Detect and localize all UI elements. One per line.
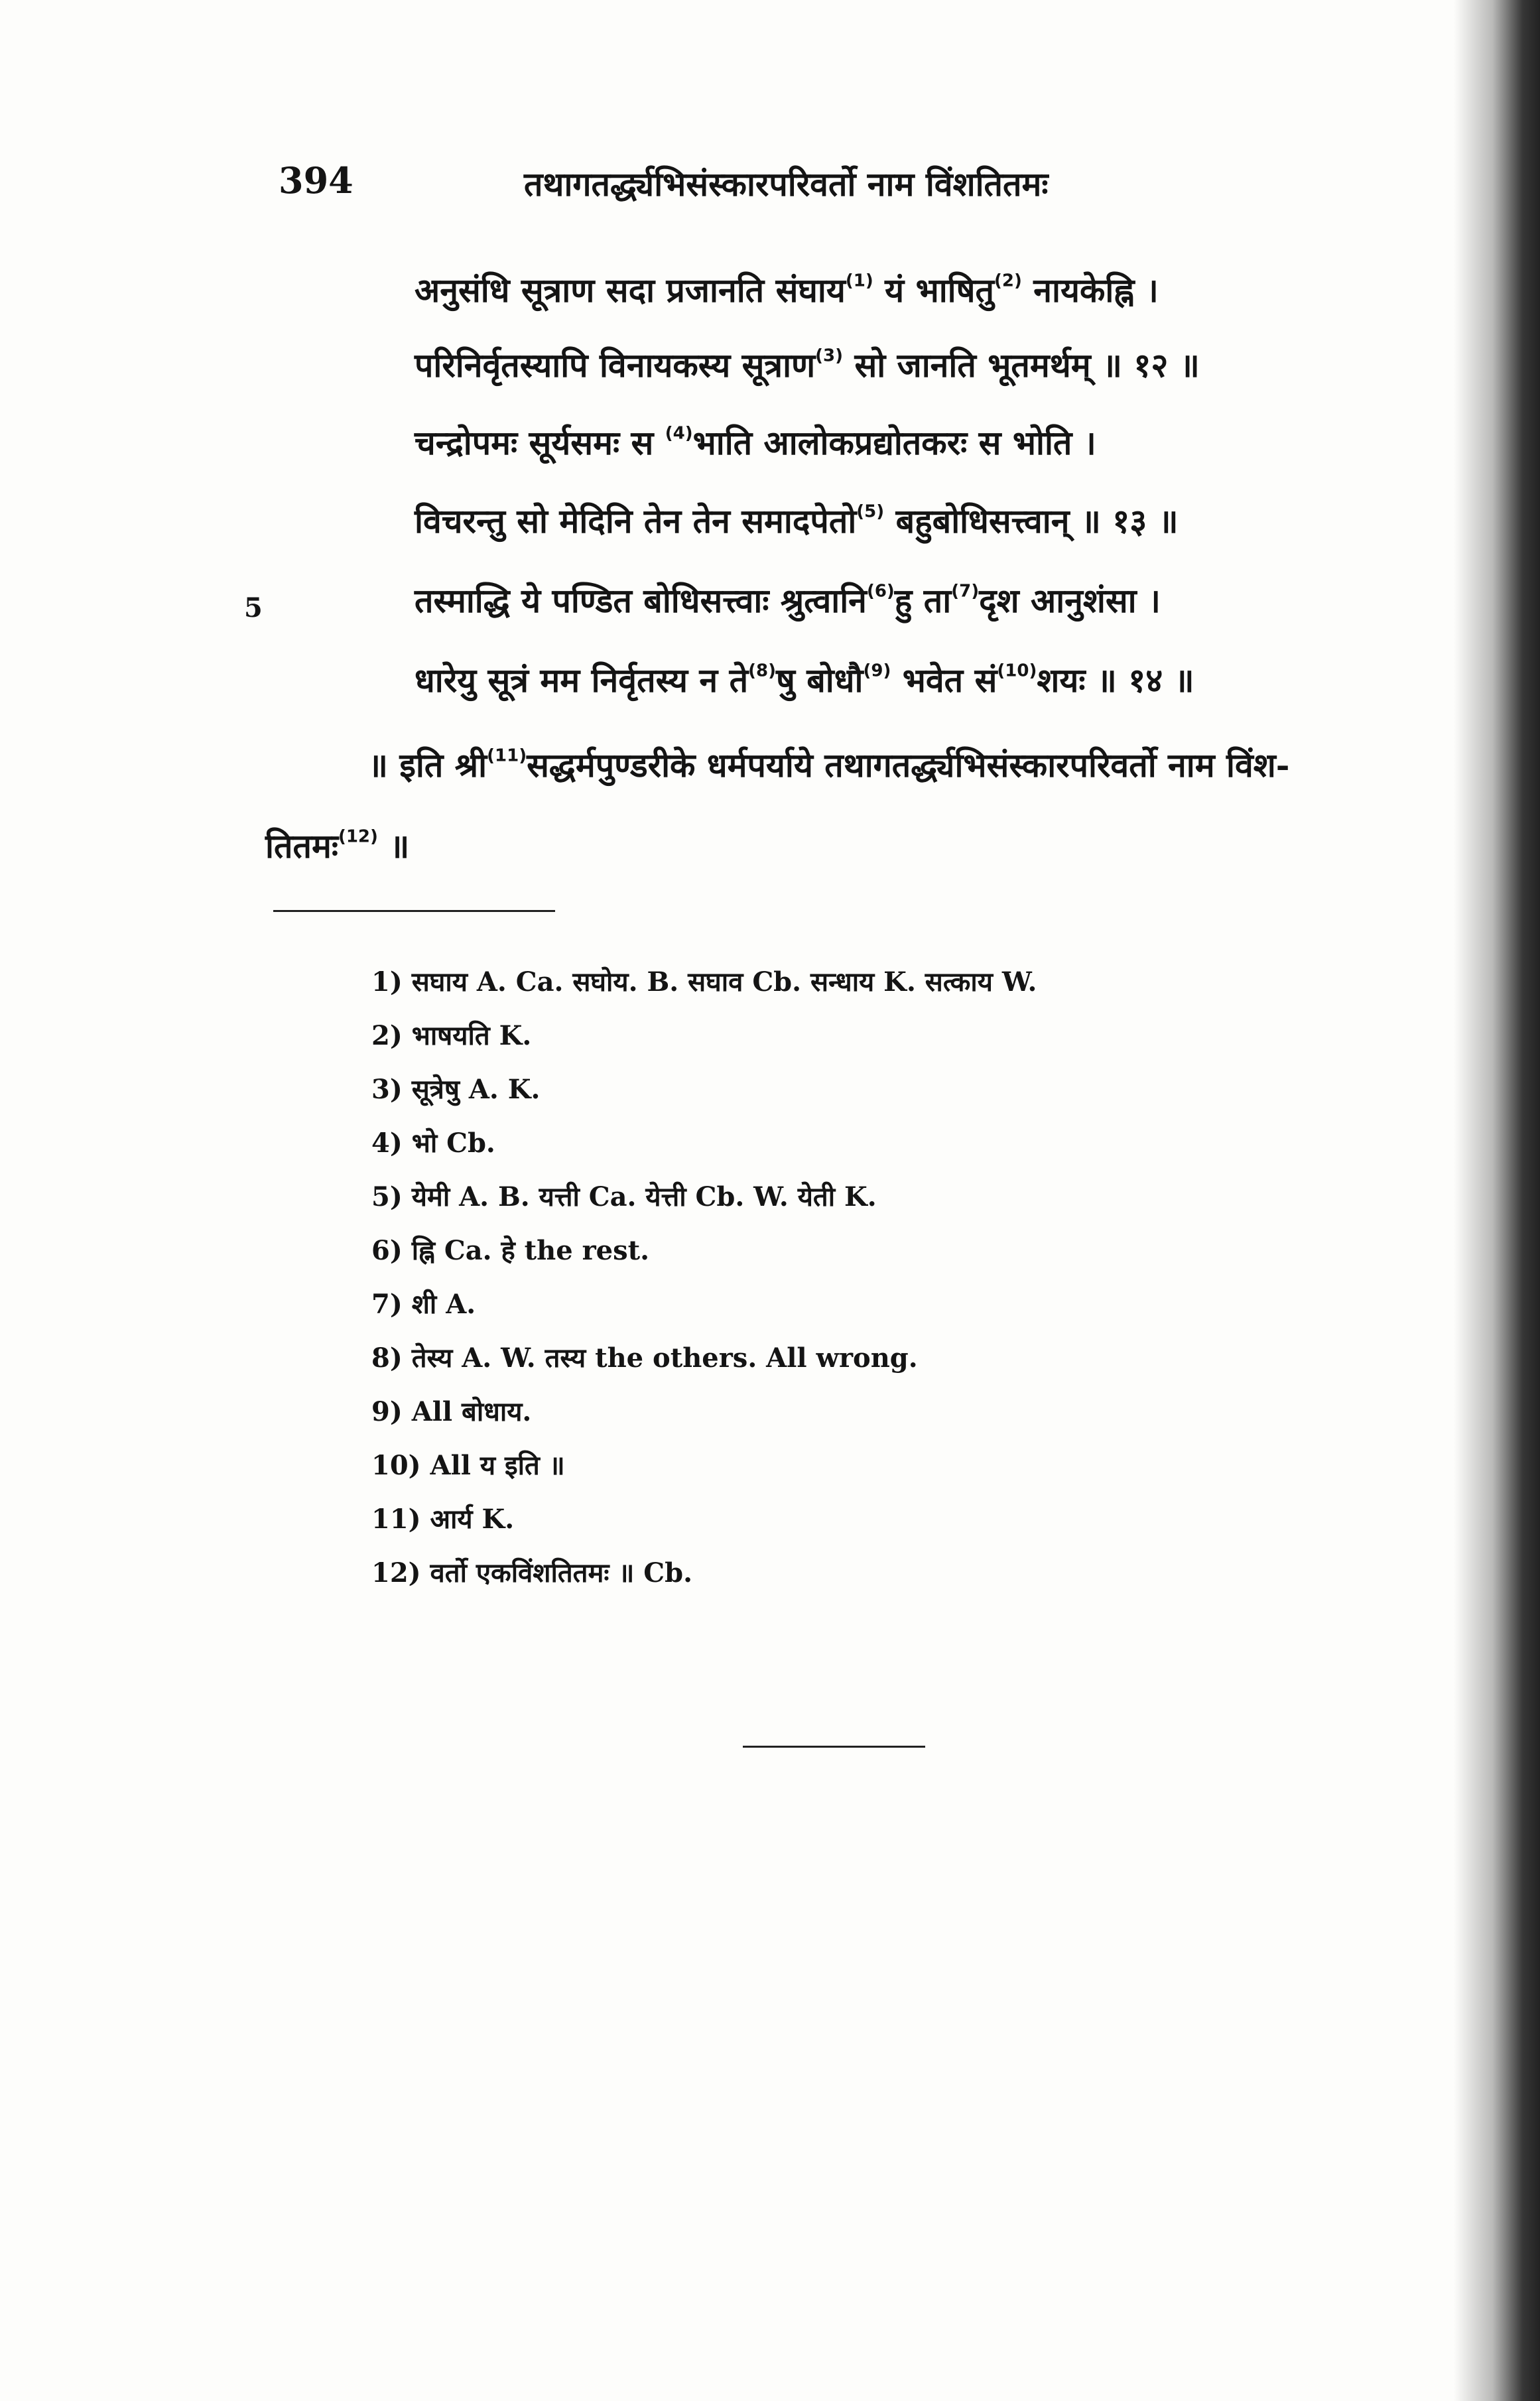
verse-line-2: परिनिर्वृतस्यापि विनायकस्य सूत्राण$^{(3)}$ सो जानति भूतमर्थम् ॥ १२ ॥ (415, 346, 1200, 385)
footnote-number: 8) (371, 1342, 403, 1374)
footnote-number: 11) (371, 1504, 421, 1535)
footnote-text: येमी A. B. यत्ती Ca. येत्ती Cb. W. येती K. (411, 1181, 877, 1212)
footnote-text: ह्नि Ca. हे the rest. (411, 1235, 650, 1266)
footnote-item (371, 955, 1037, 1009)
footnote-ref-10: (10) (997, 661, 1037, 681)
footnote-number: 6) (371, 1235, 403, 1266)
footnote-item (371, 1170, 1037, 1224)
footnote-number: 4) (371, 1128, 403, 1159)
footnote-text: सघाय A. Ca. सघोय. B. सघाव Cb. सन्धाय K. सत्काय W. (411, 966, 1037, 998)
footnote-ref-2: (2) (994, 271, 1022, 291)
footnote-item (371, 1546, 1037, 1600)
footnote-ref-3: (3) (815, 346, 844, 366)
running-title: तथागतर्द्ध्यभिसंस्कारपरिवर्तो नाम विंशतितमः (524, 164, 1049, 204)
footnote-ref-8: (8) (748, 661, 776, 681)
footnote-item (371, 1063, 1037, 1116)
colophon-line-1: ॥ इति श्री$^{(11)}$सद्धर्मपुण्डरीके धर्मपर्याये तथागतर्द्ध्यभिसंस्कारपरिवर्तो नाम विंश- (368, 746, 1290, 785)
footnote-text: वर्तो एकविंशतितमः ॥ Cb. (430, 1557, 692, 1589)
footnote-number: 2) (371, 1020, 403, 1051)
footnote-item (371, 1385, 1037, 1439)
colophon-line-2: तितमः$^{(12)}$ ॥ (265, 826, 410, 866)
footnote-list (371, 955, 1037, 1600)
footnote-number: 1) (371, 966, 403, 998)
footnote-item (371, 1277, 1037, 1331)
footnote-number: 10) (371, 1450, 421, 1481)
footnote-item (371, 1331, 1037, 1385)
footnote-ref-4: (4) (665, 423, 693, 444)
verse-line-3: चन्द्रोपमः सूर्यसमः स $^{(4)}$भाति आलोकप्रद्योतकरः स भोति । (415, 423, 1096, 462)
footnote-text: All बोधाय. (411, 1396, 532, 1427)
footnote-text: आर्य K. (430, 1504, 515, 1535)
footnote-text: सूत्रेषु A. K. (411, 1074, 541, 1105)
margin-line-number: 5 (244, 592, 263, 623)
footnote-text: भो Cb. (411, 1128, 495, 1159)
footnote-ref-6: (6) (866, 581, 895, 602)
verse-line-4: विचरन्तु सो मेदिनि तेन तेन समादपेतो$^{(5)}$ बहुबोधिसत्त्वान् ॥ १३ ॥ (415, 501, 1179, 541)
end-rule (743, 1746, 925, 1748)
footnote-text: All य इति ॥ (430, 1450, 565, 1481)
footnote-ref-12: (12) (338, 826, 378, 847)
footnote-ref-9: (9) (863, 661, 891, 681)
footnote-text: शी A. (411, 1289, 476, 1320)
footnote-number: 3) (371, 1074, 403, 1105)
verse-line-5: तस्माद्धि ये पण्डित बोधिसत्त्वाः श्रुत्वानि$^{(6)}$हु ता$^{(7)}$दृश आनुशंसा । (415, 581, 1161, 620)
footnote-item (371, 1116, 1037, 1170)
verse-line-1: अनुसंधि सूत्राण सदा प्रजानति संघाय$^{(1)}$ यं भाषितु$^{(2)}$ नायकेह्नि । (415, 271, 1159, 310)
verse-line-6: धारेयु सूत्रं मम निर्वृतस्य न ते$^{(8)}$षु बोधौ$^{(9)}$ भवेत सं$^{(10)}$शयः ॥ १४ ॥ (415, 661, 1194, 700)
footnote-text: भाषयति K. (411, 1020, 532, 1051)
footnote-text: तेस्य A. W. तस्य the others. All wrong. (411, 1342, 918, 1374)
footnote-item (371, 1009, 1037, 1063)
footnote-ref-7: (7) (951, 581, 980, 602)
page-edge-shadow (1454, 0, 1540, 2401)
footnote-separator-rule (273, 910, 555, 912)
footnote-number: 5) (371, 1181, 403, 1212)
footnote-ref-11: (11) (487, 746, 527, 766)
page-number: 394 (279, 159, 353, 202)
footnote-item (371, 1224, 1037, 1277)
footnote-ref-1: (1) (845, 271, 873, 291)
footnote-number: 7) (371, 1289, 403, 1320)
footnote-ref-5: (5) (856, 501, 885, 522)
footnote-number: 9) (371, 1396, 403, 1427)
footnote-item (371, 1492, 1037, 1546)
footnote-number: 12) (371, 1557, 421, 1589)
footnote-item (371, 1439, 1037, 1492)
